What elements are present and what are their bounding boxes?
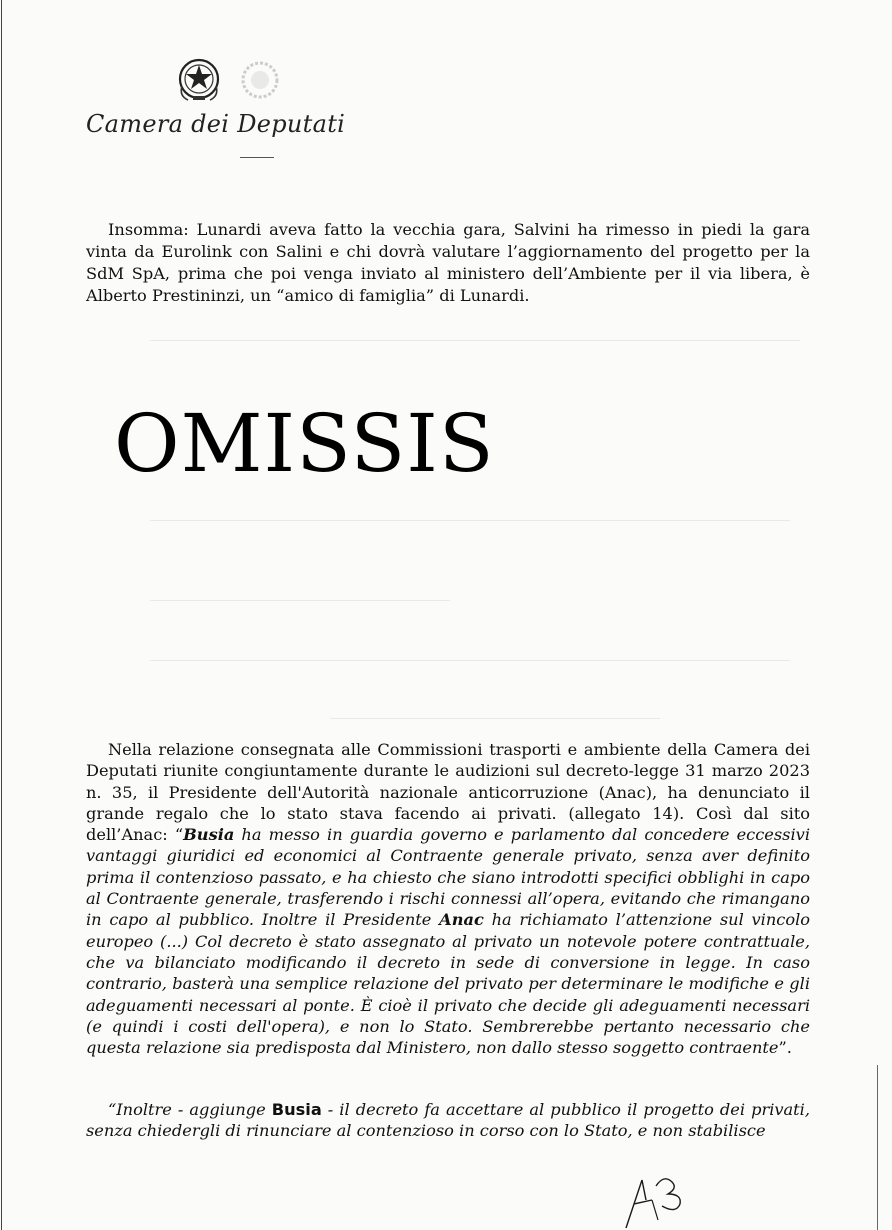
highlighted-name: Busia (183, 825, 235, 845)
paragraph-continuation (86, 1099, 810, 1142)
quoted-text: - il decreto fa accettare al pubblico il progetto dei privati, senza chiedergli di rinunciare al contenzioso in corso con lo Stato, e non stabilisce (86, 1100, 810, 1141)
institution-name: Camera dei Deputati (86, 110, 346, 138)
quote-close: ”. (778, 1038, 792, 1058)
header-underline (240, 157, 274, 158)
quoted-text: ha richiamato l’attenzione sul vincolo europeo (...) Col decreto è stato assegnato al privato un notevole potere contrattuale, che va bilanciato modificando il decreto in sede di conversione in legge. In caso contrario, basterà una semplice relazione del privato per determinare le modifiche e gli adeguamenti necessari al ponte. È cioè il privato che decide gli adeguamenti necessari (e quindi i costi dell'opera), e non lo Stato. Sembrerebbe pertanto necessario che questa relazione sia predisposta dal Ministero, non dallo stesso soggetto contraente (86, 910, 810, 1058)
omissis-redaction: OMISSIS (114, 397, 495, 490)
highlighted-name: Busia (271, 1100, 322, 1119)
paragraph-anac-report (86, 739, 810, 1058)
paragraph-text: Nella relazione consegnata alle Commissioni trasporti e ambiente della Camera dei Deputati riunite congiuntamente durante le audizioni sul decreto-legge 31 marzo 2023 n. 35, il Presidente dell'Autorità nazionale anticorruzione (Anac), ha denunciato il grande regalo che lo stato stava facendo ai privati. (allegato 14). Così dal sito dell’Anac: “ (86, 740, 810, 845)
watermark-emblem-icon (236, 58, 284, 102)
quoted-text: ha messo in guardia governo e parlamento dal concedere eccessivi vantaggi giuridici ed economici al Contraente generale privato, senza aver definito prima il contenzioso passato, e ha chiesto che siano introdotti specifici obblighi in capo al Contraente generale, trasferendo i rischi connessi all’opera, evitando che rimangano in capo al pubblico. Inoltre il Presidente (86, 825, 810, 930)
bleed-through-line (150, 340, 800, 341)
page-edge-left (1, 0, 2, 1230)
bleed-through-line (330, 718, 660, 719)
highlighted-name: Anac (439, 910, 484, 930)
bleed-through-line (150, 520, 790, 521)
paragraph-text: Insomma: Lunardi aveva fatto la vecchia gara, Salvini ha rimesso in piedi la gara vinta da Eurolink con Salini e chi dovrà valutare l’aggiornamento del progetto per la SdM SpA, prima che poi venga inviato al ministero dell’Ambiente per il via libera, è Alberto Prestininzi, un “amico di famiglia” di Lunardi. (86, 220, 810, 305)
paragraph-intro (86, 219, 810, 307)
quote-open: “Inoltre - aggiunge (108, 1100, 272, 1119)
signature-mark (612, 1160, 702, 1230)
bleed-through-line (150, 660, 790, 661)
italian-emblem-icon (176, 56, 222, 102)
bleed-through-line (150, 600, 450, 601)
page-edge-right (877, 1065, 878, 1230)
